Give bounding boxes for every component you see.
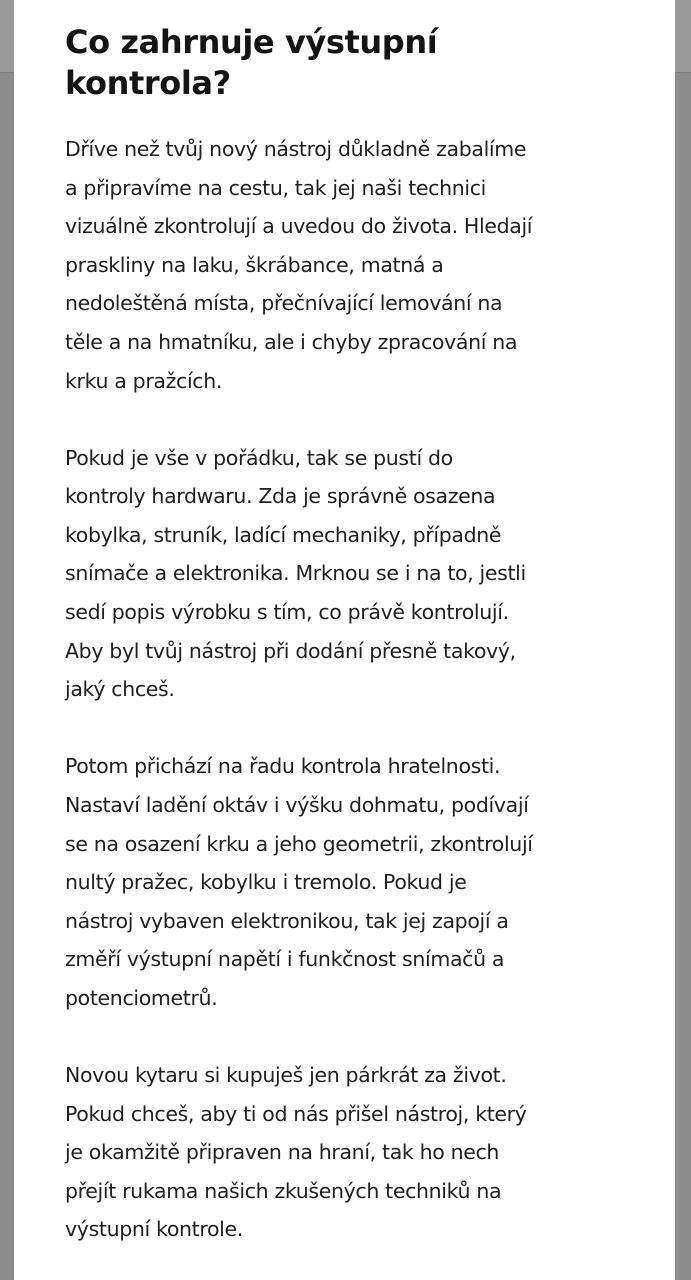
backdrop-header-left (0, 0, 14, 72)
paragraph-conclusion: Novou kytaru si kupuješ jen párkrát za život. Pokud chceš, aby ti od nás přišel nástroj, který je okamžitě připraven na hraní, tak ho nech přejít rukama našich zkušených techniků na výstupní kontrole. (65, 1062, 527, 1242)
paragraph-visual-check: Dříve než tvůj nový nástroj důkladně zabalíme a připravíme na cestu, tak jej naši technici vizuálně zkontrolují a uvedou do života. Hledají praskliny na laku, škrábance, matná a nedoleštěná místa, přečnívající lemování na těle a na hmatníku, ale i chyby zpracování na krku a pražcích. (65, 137, 533, 393)
backdrop-divider-right (675, 72, 691, 73)
paragraph-hardware-check: Pokud je vše v pořádku, tak se pustí do kontroly hardwaru. Zda je správně osazena kobylka, struník, ladící mechaniky, případně snímače a elektronika. Mrknou se i na to, jestli sedí popis výrobku s tím, co právě kontrolují. Aby byl tvůj nástroj při dodání přesně takový, jaký chceš. (65, 445, 526, 702)
modal-title: Co zahrnuje výstupní kontrola? (65, 23, 438, 102)
info-modal[interactable] (14, 0, 675, 1280)
paragraph-playability-check: Potom přichází na řadu kontrola hratelnosti. Nastaví ladění oktáv i výšku dohmatu, podívají se na osazení krku a jeho geometrii, zkontrolují nultý pražec, kobylku i tremolo. Pokud je nástroj vybaven elektronikou, tak jej zapojí a změří výstupní napětí i funkčnost snímačů a potenciometrů. (65, 754, 533, 1010)
backdrop-divider-left (0, 72, 14, 73)
backdrop-header-right (675, 0, 691, 72)
